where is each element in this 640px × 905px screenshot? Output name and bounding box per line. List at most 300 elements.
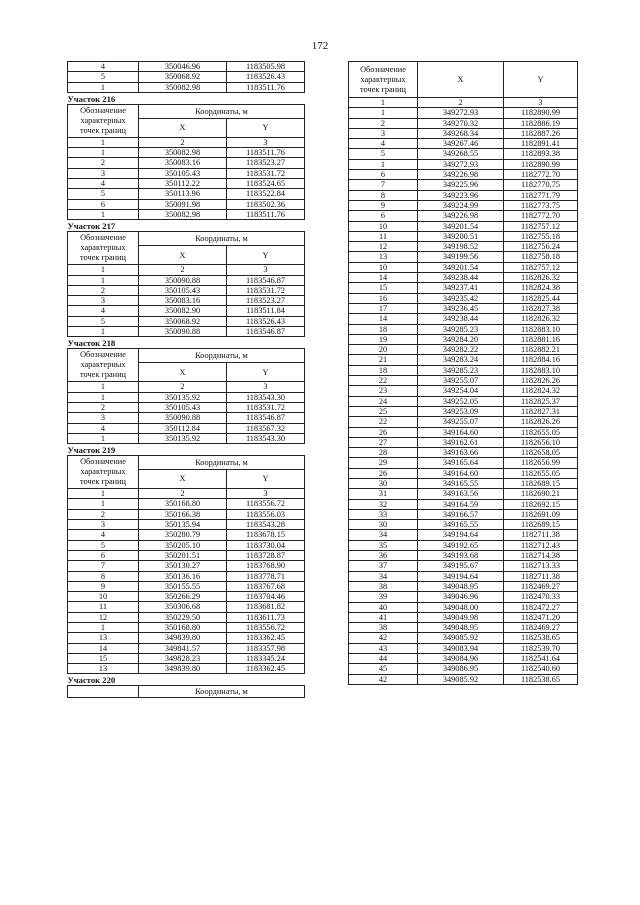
- point-label-header: Обозначение характерных точек границ: [68, 232, 139, 265]
- point-number-cell: 3: [68, 168, 139, 178]
- x-coordinate-cell: 349268.34: [418, 128, 504, 138]
- point-number-cell: 1: [68, 327, 139, 337]
- point-number-cell: 27: [349, 437, 418, 447]
- point-number-cell: 8: [68, 571, 139, 581]
- column-number-row: [68, 137, 305, 147]
- y-coordinate-cell: 1182658.05: [504, 448, 578, 458]
- coordinate-row: [349, 520, 578, 530]
- x-coordinate-cell: 349162.61: [418, 437, 504, 447]
- point-number-cell: 2: [68, 158, 139, 168]
- y-coordinate-cell: 1182772.70: [504, 211, 578, 221]
- y-coordinate-cell: 1182826.32: [504, 314, 578, 324]
- point-number-cell: 38: [349, 581, 418, 591]
- x-coordinate-cell: 349226.98: [418, 170, 504, 180]
- x-coordinate-cell: 350113.96: [139, 189, 227, 199]
- y-coordinate-cell: 1183704.46: [227, 592, 305, 602]
- y-coordinate-cell: 1182825.44: [504, 293, 578, 303]
- coordinate-row: [349, 427, 578, 437]
- coordinate-row: [68, 158, 305, 168]
- x-coordinate-cell: 350105.43: [139, 168, 227, 178]
- y-coordinate-cell: 1182656.99: [504, 458, 578, 468]
- x-coordinate-cell: 349086.95: [418, 664, 504, 674]
- x-axis-header: X: [139, 246, 227, 265]
- coordinate-row: [349, 674, 578, 684]
- coordinate-row: [349, 592, 578, 602]
- coordinate-row: [349, 654, 578, 664]
- y-axis-header: Y: [504, 62, 578, 98]
- x-coordinate-cell: 350155.55: [139, 581, 227, 591]
- point-number-cell: 10: [349, 221, 418, 231]
- coordinate-row: [349, 200, 578, 210]
- coordinate-row: [349, 231, 578, 241]
- point-number-cell: 45: [349, 664, 418, 674]
- x-coordinate-cell: 349085.92: [418, 633, 504, 643]
- coordinate-row: [68, 168, 305, 178]
- x-coordinate-cell: 349285.23: [418, 324, 504, 334]
- column-number-cell: 2: [139, 489, 227, 499]
- parcel-title-row: [68, 92, 305, 104]
- y-coordinate-cell: 1182755.18: [504, 231, 578, 241]
- coordinate-row: [349, 468, 578, 478]
- column-number-cell: 1: [68, 265, 139, 275]
- coordinate-row: [68, 571, 305, 581]
- coordinate-row: [68, 664, 305, 674]
- y-coordinate-cell: 1183546.87: [227, 413, 305, 423]
- y-coordinate-cell: 1183523.27: [227, 158, 305, 168]
- coordinate-row: [68, 275, 305, 285]
- point-number-cell: 4: [68, 423, 139, 433]
- column-number-cell: 3: [227, 265, 305, 275]
- point-number-cell: 4: [68, 179, 139, 189]
- x-coordinate-cell: 349272.93: [418, 159, 504, 169]
- parcel-title: Участок 216: [68, 92, 305, 104]
- point-number-cell: 41: [349, 612, 418, 622]
- x-coordinate-cell: 349201.54: [418, 221, 504, 231]
- point-number-cell: 15: [349, 283, 418, 293]
- coordinate-row: [349, 242, 578, 252]
- point-number-cell: 10: [349, 262, 418, 272]
- parcel-title-row: [68, 220, 305, 232]
- y-axis-header: Y: [227, 246, 305, 265]
- column-number-cell: 1: [349, 98, 418, 108]
- coordinate-row: [68, 509, 305, 519]
- x-coordinate-cell: 350266.29: [139, 592, 227, 602]
- x-coordinate-cell: 350205.10: [139, 540, 227, 550]
- coordinate-row: [68, 413, 305, 423]
- point-number-cell: 23: [349, 386, 418, 396]
- coordinate-row: [349, 211, 578, 221]
- point-number-cell: 1: [68, 433, 139, 443]
- coordinate-row: [68, 592, 305, 602]
- point-label-header: Обозначение характерных точек границ: [68, 104, 139, 137]
- y-coordinate-cell: 1183362.45: [227, 633, 305, 643]
- point-number-cell: 2: [68, 285, 139, 295]
- coordinate-row: [68, 540, 305, 550]
- point-number-cell: 29: [349, 458, 418, 468]
- y-coordinate-cell: 1182890.99: [504, 159, 578, 169]
- y-coordinate-cell: 1182882.21: [504, 345, 578, 355]
- point-number-cell: 14: [68, 643, 139, 653]
- point-number-cell: 35: [349, 540, 418, 550]
- table-header-row: [349, 62, 578, 98]
- point-number-cell: 39: [349, 592, 418, 602]
- column-number-row: [349, 98, 578, 108]
- x-coordinate-cell: 349048.95: [418, 623, 504, 633]
- x-coordinate-cell: 349255.07: [418, 417, 504, 427]
- y-coordinate-cell: 1182772.70: [504, 170, 578, 180]
- point-number-cell: 30: [349, 520, 418, 530]
- coordinate-row: [349, 612, 578, 622]
- y-coordinate-cell: 1183556.72: [227, 622, 305, 632]
- column-number-row: [68, 382, 305, 392]
- coordinate-row: [349, 386, 578, 396]
- column-number-cell: 2: [418, 98, 504, 108]
- y-coordinate-cell: 1182655.05: [504, 427, 578, 437]
- point-number-cell: 9: [349, 200, 418, 210]
- x-coordinate-cell: 349163.56: [418, 489, 504, 499]
- coordinate-row: [349, 643, 578, 653]
- coordinate-row: [349, 324, 578, 334]
- coordinate-row: [68, 550, 305, 560]
- y-coordinate-cell: 1182883.10: [504, 365, 578, 375]
- x-coordinate-cell: 349238.44: [418, 314, 504, 324]
- x-coordinate-cell: 349223.96: [418, 190, 504, 200]
- x-coordinate-cell: 350068.92: [139, 316, 227, 326]
- table-header-row: [68, 104, 305, 118]
- point-number-cell: 12: [349, 242, 418, 252]
- y-coordinate-cell: 1182689.15: [504, 478, 578, 488]
- x-coordinate-cell: 349165.64: [418, 458, 504, 468]
- x-coordinate-cell: 349284.20: [418, 334, 504, 344]
- point-number-cell: 1: [68, 82, 139, 92]
- x-coordinate-cell: 350105.43: [139, 285, 227, 295]
- parcel-title: Участок 217: [68, 220, 305, 232]
- point-number-cell: 10: [68, 592, 139, 602]
- y-coordinate-cell: 1182691.09: [504, 509, 578, 519]
- y-coordinate-cell: 1183511.84: [227, 306, 305, 316]
- column-number-cell: 3: [227, 382, 305, 392]
- point-number-cell: 33: [349, 509, 418, 519]
- point-number-cell: 5: [68, 540, 139, 550]
- coordinate-row: [349, 376, 578, 386]
- column-number-cell: 1: [68, 137, 139, 147]
- y-coordinate-cell: 1183681.82: [227, 602, 305, 612]
- point-label-header: [68, 686, 139, 698]
- coordinate-row: [349, 664, 578, 674]
- y-coordinate-cell: 1183511.76: [227, 82, 305, 92]
- coordinate-row: [349, 293, 578, 303]
- point-number-cell: 22: [349, 376, 418, 386]
- x-coordinate-cell: 349049.98: [418, 612, 504, 622]
- x-coordinate-cell: 349255.07: [418, 376, 504, 386]
- x-coordinate-cell: 350135.94: [139, 520, 227, 530]
- point-number-cell: 43: [349, 643, 418, 653]
- y-coordinate-cell: 1182540.60: [504, 664, 578, 674]
- point-number-cell: 11: [349, 231, 418, 241]
- coordinate-row: [68, 622, 305, 632]
- point-number-cell: 12: [68, 612, 139, 622]
- y-coordinate-cell: 1182825.37: [504, 396, 578, 406]
- x-coordinate-cell: 350136.16: [139, 571, 227, 581]
- point-number-cell: 1: [68, 622, 139, 632]
- y-coordinate-cell: 1183730.04: [227, 540, 305, 550]
- y-coordinate-cell: 1182826.32: [504, 273, 578, 283]
- coordinate-row: [349, 221, 578, 231]
- point-number-cell: 26: [349, 427, 418, 437]
- y-coordinate-cell: 1182538.65: [504, 674, 578, 684]
- y-coordinate-cell: 1182881.16: [504, 334, 578, 344]
- x-coordinate-cell: 349194.64: [418, 530, 504, 540]
- y-coordinate-cell: 1182712.43: [504, 540, 578, 550]
- coordinate-row: [349, 190, 578, 200]
- x-axis-header: X: [418, 62, 504, 98]
- point-number-cell: 3: [68, 296, 139, 306]
- coordinate-row: [68, 82, 305, 92]
- y-coordinate-cell: 1182472.27: [504, 602, 578, 612]
- x-coordinate-cell: 350201.51: [139, 550, 227, 560]
- coordinate-row: [68, 633, 305, 643]
- y-coordinate-cell: 1183505.98: [227, 62, 305, 72]
- y-coordinate-cell: 1182886.19: [504, 118, 578, 128]
- coordinate-row: [349, 499, 578, 509]
- x-coordinate-cell: 350229.50: [139, 612, 227, 622]
- y-coordinate-cell: 1182756.24: [504, 242, 578, 252]
- point-number-cell: 1: [68, 275, 139, 285]
- point-number-cell: 22: [349, 417, 418, 427]
- point-number-cell: 5: [68, 189, 139, 199]
- y-coordinate-cell: 1182470.33: [504, 592, 578, 602]
- x-coordinate-cell: 349163.66: [418, 448, 504, 458]
- y-coordinate-cell: 1182469.27: [504, 623, 578, 633]
- point-number-cell: 5: [349, 149, 418, 159]
- coordinate-row: [349, 180, 578, 190]
- coordinate-row: [349, 334, 578, 344]
- y-coordinate-cell: 1182711.38: [504, 530, 578, 540]
- coordinate-row: [349, 530, 578, 540]
- x-coordinate-cell: 350135.92: [139, 433, 227, 443]
- point-number-cell: 1: [68, 148, 139, 158]
- point-number-cell: 6: [349, 211, 418, 221]
- y-axis-header: Y: [227, 470, 305, 489]
- x-coordinate-cell: 350130.27: [139, 561, 227, 571]
- coordinate-row: [349, 561, 578, 571]
- x-coordinate-cell: 349200.51: [418, 231, 504, 241]
- x-coordinate-cell: 349224.99: [418, 200, 504, 210]
- y-coordinate-cell: 1183567.32: [227, 423, 305, 433]
- table-header-row: [68, 232, 305, 246]
- point-number-cell: 3: [68, 413, 139, 423]
- point-number-cell: 3: [349, 128, 418, 138]
- coordinate-row: [349, 602, 578, 612]
- left-coordinates-table: [67, 61, 305, 698]
- coordinate-row: [68, 602, 305, 612]
- point-number-cell: 5: [68, 316, 139, 326]
- y-coordinate-cell: 1182714.38: [504, 551, 578, 561]
- y-coordinate-cell: 1183543.30: [227, 392, 305, 402]
- point-number-cell: 38: [349, 623, 418, 633]
- x-coordinate-cell: 349164.60: [418, 427, 504, 437]
- coordinate-row: [349, 551, 578, 561]
- x-coordinate-cell: 349237.41: [418, 283, 504, 293]
- y-coordinate-cell: 1182538.65: [504, 633, 578, 643]
- coordinate-row: [68, 285, 305, 295]
- coordinate-row: [68, 433, 305, 443]
- x-axis-header: X: [139, 470, 227, 489]
- x-coordinate-cell: 349235.42: [418, 293, 504, 303]
- coordinate-row: [349, 139, 578, 149]
- point-number-cell: 17: [349, 303, 418, 313]
- point-number-cell: 44: [349, 654, 418, 664]
- coordinate-row: [349, 273, 578, 283]
- x-coordinate-cell: 349046.96: [418, 592, 504, 602]
- coordinate-row: [349, 437, 578, 447]
- x-coordinate-cell: 350082.98: [139, 209, 227, 219]
- y-coordinate-cell: 1182539.70: [504, 643, 578, 653]
- x-coordinate-cell: 349192.65: [418, 540, 504, 550]
- coordinate-row: [68, 643, 305, 653]
- y-coordinate-cell: 1183526.43: [227, 316, 305, 326]
- point-number-cell: 1: [349, 108, 418, 118]
- point-number-cell: 4: [68, 306, 139, 316]
- coordinate-row: [349, 571, 578, 581]
- parcel-title-row: [68, 337, 305, 349]
- x-coordinate-cell: 349841.57: [139, 643, 227, 653]
- y-coordinate-cell: 1183531.72: [227, 168, 305, 178]
- y-coordinate-cell: 1182692.15: [504, 499, 578, 509]
- x-coordinate-cell: 349828.23: [139, 653, 227, 663]
- coordinate-row: [68, 402, 305, 412]
- y-coordinate-cell: 1183546.87: [227, 327, 305, 337]
- coordinate-row: [68, 530, 305, 540]
- x-coordinate-cell: 350090.88: [139, 275, 227, 285]
- coordinate-row: [349, 128, 578, 138]
- coordinate-row: [68, 72, 305, 82]
- y-coordinate-cell: 1182891.41: [504, 139, 578, 149]
- x-coordinate-cell: 349048.95: [418, 581, 504, 591]
- y-coordinate-cell: 1182757.12: [504, 221, 578, 231]
- coordinate-row: [68, 653, 305, 663]
- point-number-cell: 40: [349, 602, 418, 612]
- x-coordinate-cell: 350168.80: [139, 499, 227, 509]
- x-coordinate-cell: 350280.79: [139, 530, 227, 540]
- point-number-cell: 7: [68, 561, 139, 571]
- y-coordinate-cell: 1182824.32: [504, 386, 578, 396]
- coordinate-row: [349, 108, 578, 118]
- y-coordinate-cell: 1182826.26: [504, 376, 578, 386]
- point-number-cell: 13: [349, 252, 418, 262]
- y-coordinate-cell: 1182758.18: [504, 252, 578, 262]
- x-coordinate-cell: 349268.55: [418, 149, 504, 159]
- point-number-cell: 42: [349, 674, 418, 684]
- y-coordinate-cell: 1183767.68: [227, 581, 305, 591]
- column-number-row: [68, 265, 305, 275]
- x-coordinate-cell: 350090.88: [139, 327, 227, 337]
- x-coordinate-cell: 349238.44: [418, 273, 504, 283]
- point-number-cell: 1: [68, 499, 139, 509]
- point-label-header: Обозначение характерных точек границ: [68, 349, 139, 382]
- x-coordinate-cell: 350112.22: [139, 179, 227, 189]
- y-coordinate-cell: 1183531.72: [227, 285, 305, 295]
- coordinate-row: [68, 499, 305, 509]
- x-coordinate-cell: 350083.16: [139, 296, 227, 306]
- x-coordinate-cell: 349283.24: [418, 355, 504, 365]
- parcel-title-row: [68, 444, 305, 456]
- coordinate-row: [68, 148, 305, 158]
- x-coordinate-cell: 350135.92: [139, 392, 227, 402]
- coordinate-row: [349, 633, 578, 643]
- point-label-header: Обозначение характерных точек границ: [68, 456, 139, 489]
- x-coordinate-cell: 349253.09: [418, 406, 504, 416]
- y-coordinate-cell: 1183345.24: [227, 653, 305, 663]
- coordinate-row: [349, 406, 578, 416]
- y-coordinate-cell: 1183546.87: [227, 275, 305, 285]
- x-coordinate-cell: 349839.80: [139, 633, 227, 643]
- coordinate-row: [68, 561, 305, 571]
- coordinate-row: [349, 262, 578, 272]
- coordinate-row: [68, 316, 305, 326]
- x-coordinate-cell: 349199.56: [418, 252, 504, 262]
- coordinate-row: [68, 327, 305, 337]
- y-coordinate-cell: 1182771.79: [504, 190, 578, 200]
- y-coordinate-cell: 1182469.27: [504, 581, 578, 591]
- x-axis-header: X: [139, 118, 227, 137]
- y-coordinate-cell: 1182887.26: [504, 128, 578, 138]
- column-number-cell: 2: [139, 382, 227, 392]
- point-number-cell: 19: [349, 334, 418, 344]
- parcel-title-row: [68, 674, 305, 686]
- coordinate-row: [349, 458, 578, 468]
- table-header-row: [68, 456, 305, 470]
- point-number-cell: 14: [349, 314, 418, 324]
- point-number-cell: 1: [68, 392, 139, 402]
- x-coordinate-cell: 350306.68: [139, 602, 227, 612]
- x-coordinate-cell: 349048.00: [418, 602, 504, 612]
- coordinate-row: [349, 314, 578, 324]
- y-coordinate-cell: 1182655.05: [504, 468, 578, 478]
- x-coordinate-cell: 349166.57: [418, 509, 504, 519]
- coordinate-row: [68, 179, 305, 189]
- right-coordinates-table: [348, 61, 578, 685]
- coordinate-row: [68, 296, 305, 306]
- y-coordinate-cell: 1182890.99: [504, 108, 578, 118]
- coordinate-row: [349, 448, 578, 458]
- point-number-cell: 13: [68, 664, 139, 674]
- coordinate-row: [349, 149, 578, 159]
- y-coordinate-cell: 1183543.30: [227, 433, 305, 443]
- y-coordinate-cell: 1182713.33: [504, 561, 578, 571]
- x-coordinate-cell: 350046.96: [139, 62, 227, 72]
- point-number-cell: 28: [349, 448, 418, 458]
- x-axis-header: X: [139, 363, 227, 382]
- point-number-cell: 34: [349, 571, 418, 581]
- x-coordinate-cell: 350168.80: [139, 622, 227, 632]
- x-coordinate-cell: 349193.68: [418, 551, 504, 561]
- y-coordinate-cell: 1183768.90: [227, 561, 305, 571]
- x-coordinate-cell: 350068.92: [139, 72, 227, 82]
- y-coordinate-cell: 1182541.64: [504, 654, 578, 664]
- point-number-cell: 4: [68, 530, 139, 540]
- y-coordinate-cell: 1182827.31: [504, 406, 578, 416]
- y-coordinate-cell: 1183511.76: [227, 148, 305, 158]
- y-coordinate-cell: 1183556.72: [227, 499, 305, 509]
- point-number-cell: 2: [68, 402, 139, 412]
- coordinate-row: [349, 396, 578, 406]
- point-number-cell: 37: [349, 561, 418, 571]
- point-number-cell: 8: [349, 190, 418, 200]
- y-coordinate-cell: 1183728.87: [227, 550, 305, 560]
- point-number-cell: 18: [349, 324, 418, 334]
- x-coordinate-cell: 349085.92: [418, 674, 504, 684]
